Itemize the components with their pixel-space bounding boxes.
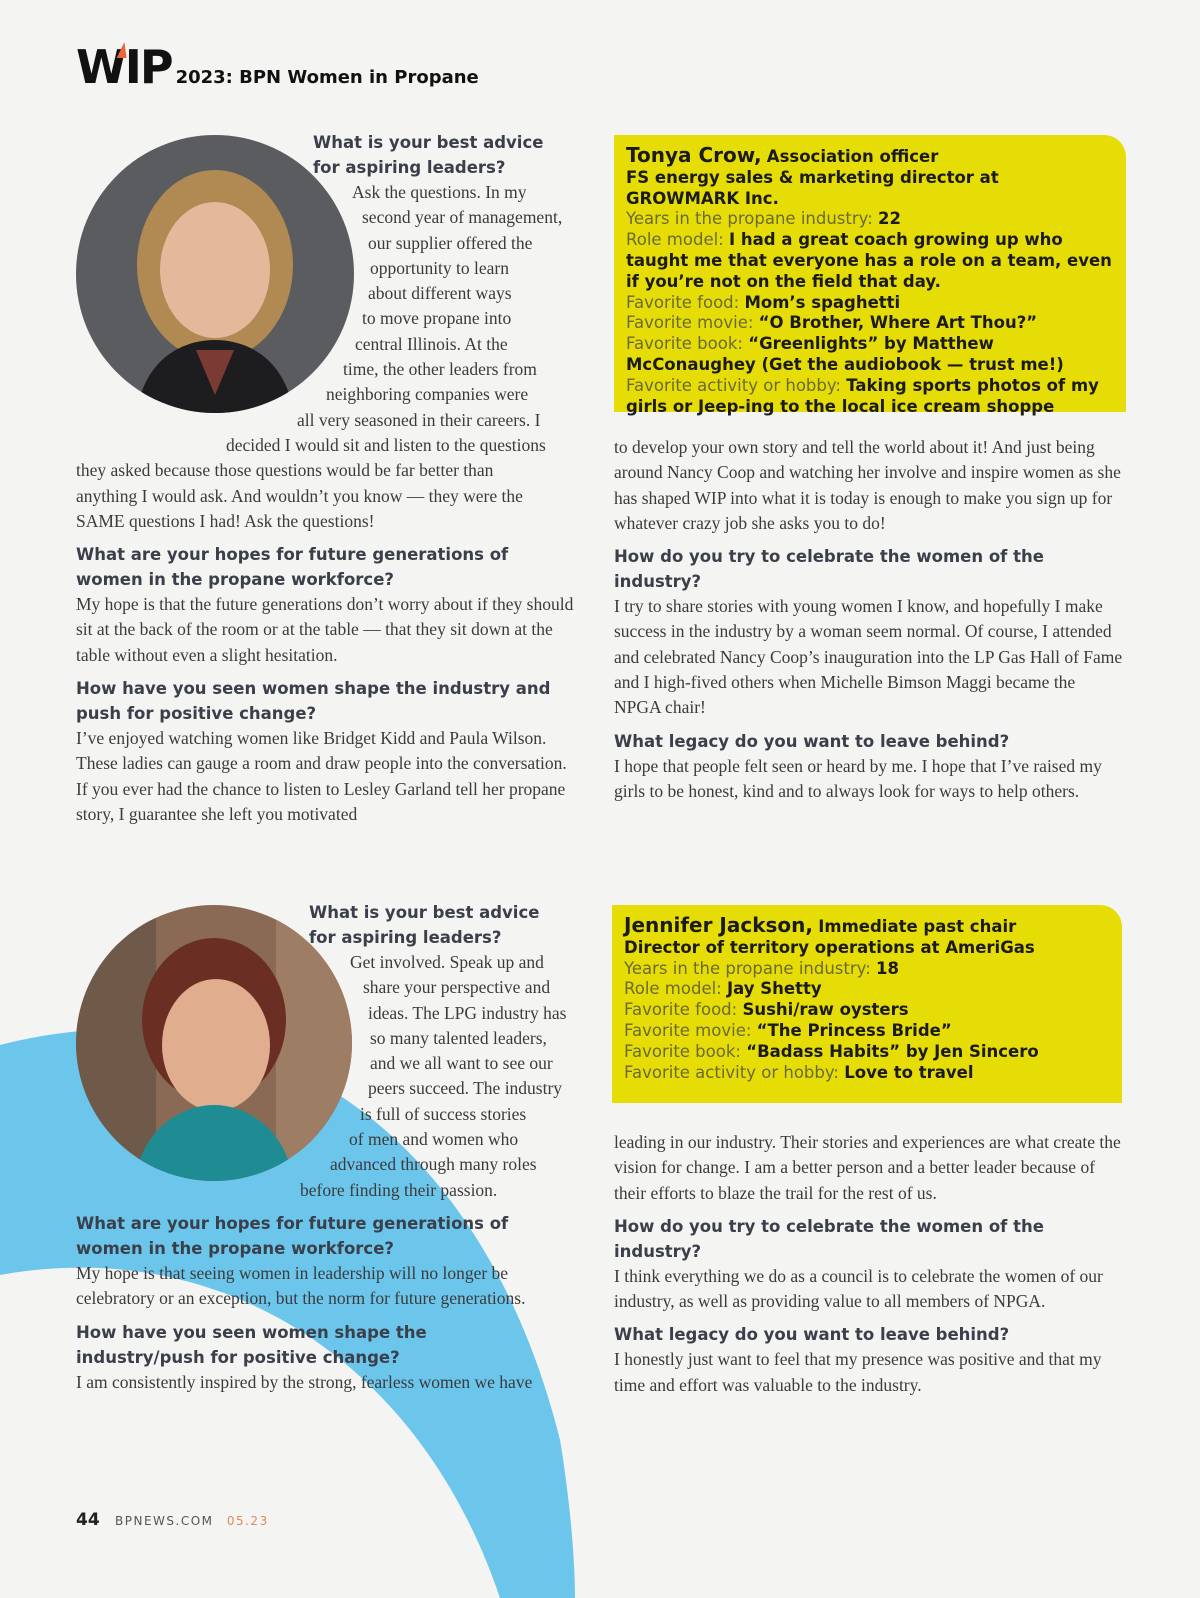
food-label: Favorite food: (624, 1000, 738, 1020)
wip-logo (76, 40, 172, 94)
movie-label: Favorite movie: (626, 313, 754, 333)
book-value: “Badass Habits” by Jen Sincero (746, 1041, 1039, 1061)
profile2-left-column (76, 900, 588, 1395)
header-title: 2023: BPN Women in Propane (175, 67, 479, 88)
food-value: Mom’s spaghetti (744, 292, 901, 312)
profile2-legacy: I honestly just want to feel that my presence was positive and that my time and effort was valuable to the industry. (614, 1349, 1102, 1395)
advice-line: decided I would sit and listen to the questions (226, 434, 546, 455)
food-value: Sushi/raw oysters (742, 1000, 909, 1020)
years-value: 18 (876, 958, 899, 978)
advice-line: share your perspective and (363, 977, 551, 998)
advice-line: SAME questions I had! Ask the questions! (76, 510, 375, 531)
advice-line: about different ways (368, 283, 512, 304)
profile1-q-legacy: What legacy do you want to leave behind? (614, 731, 1010, 751)
hobby-value: Love to travel (844, 1062, 974, 1082)
advice-line: anything I would ask. And wouldn’t you know — they were the (76, 485, 523, 506)
question-text: What is your best advice for aspiring leaders? (313, 133, 544, 177)
profile1-legacy: I hope that people felt seen or heard by me. I hope that I’ve raised my girls to be honest, kind and to always look for ways to help others. (614, 755, 1102, 801)
advice-line: to move propane into (362, 308, 512, 329)
profile1-q-advice (76, 130, 563, 180)
movie-value: “The Princess Bride” (756, 1020, 952, 1040)
profile1-info-box (614, 135, 1126, 416)
food-label: Favorite food: (626, 292, 740, 312)
profile1-shape-continued: to develop your own story and tell the world about it! And just being around Nancy Coop and watching her involve and inspire women as she has shaped WIP into what it is today is enough to make you sign up for whatever crazy job she asks you to do! (614, 437, 1121, 533)
profile2-q-advice (76, 900, 559, 950)
profile1-q-hopes: What are your hopes for future generations of women in the propane workforce? (76, 545, 509, 590)
advice-line: central Illinois. At the (355, 333, 508, 354)
profile2-title: Director of territory operations at AmeriGas (624, 937, 1035, 957)
profile1-role: Association officer (766, 147, 939, 166)
page-header (76, 40, 479, 94)
advice-line: Ask the questions. In my (352, 182, 527, 202)
advice-line: Get involved. Speak up and (350, 952, 544, 972)
book-label: Favorite book: (624, 1041, 741, 1061)
profile1-name: Tonya Crow, (626, 143, 762, 167)
profile1-right-column (614, 435, 1124, 804)
movie-value: “O Brother, Where Art Thou?” (758, 313, 1038, 333)
years-label: Years in the propane industry: (626, 209, 873, 229)
advice-line: time, the other leaders from (343, 359, 537, 380)
profile2-name: Jennifer Jackson, (624, 913, 814, 937)
role-model-value: Jay Shetty (727, 979, 822, 999)
logo-text: WIP (76, 40, 172, 94)
profile2-q-shape: How have you seen women shape the industry/push for positive change? (76, 1322, 427, 1367)
advice-line: so many talented leaders, (370, 1027, 547, 1048)
profile1-celebrate: I try to share stories with young women I know, and hopefully I make success in the industry by a woman seem normal. Of course, I attended and celebrated Nancy Coop’s inauguration into the LP Gas Hall of Fame and I high-fived others when Michelle Bimson Maggi became the NPGA chair! (614, 596, 1123, 718)
profile2-q-celebrate: How do you try to celebrate the women of the industry? (614, 1216, 1044, 1261)
advice-line: second year of management, (362, 207, 563, 228)
advice-line: ideas. The LPG industry has (368, 1002, 567, 1023)
book-value: “Greenlights” by Matthew McConaughey (Get the audiobook — trust me!) (626, 334, 1064, 374)
footer-date: 05.23 (226, 1514, 269, 1528)
advice-line: advanced through many roles (330, 1154, 537, 1175)
profile2-advice (76, 950, 588, 1203)
advice-line: opportunity to learn (370, 257, 510, 278)
profile2-shape-continued: leading in our industry. Their stories and experiences are what create the vision for change. I am a better person and a better leader because of their efforts to blaze the trail for the rest of us. (614, 1132, 1121, 1203)
movie-label: Favorite movie: (624, 1020, 752, 1040)
profile2-right-column (614, 1130, 1124, 1398)
advice-line: of men and women who (349, 1129, 519, 1150)
advice-line: peers succeed. The industry (368, 1078, 563, 1099)
advice-line: before finding their passion. (300, 1179, 498, 1200)
role-model-label: Role model: (626, 230, 724, 250)
profile2-q-legacy: What legacy do you want to leave behind? (614, 1325, 1010, 1345)
advice-line: and we all want to see our (370, 1053, 553, 1074)
profile1-title: FS energy sales & marketing director at GROWMARK Inc. (626, 167, 999, 208)
profile2-q-hopes: What are your hopes for future generations of women in the propane workforce? (76, 1213, 509, 1258)
profile2-info-box (612, 905, 1122, 1103)
profile1-shape: I’ve enjoyed watching women like Bridget Kidd and Paula Wilson. These ladies can gauge a room and draw people into the conversation. If you ever had the chance to listen to Lesley Garland tell her propane story, I guarantee she left you motivated (76, 728, 567, 824)
footer-site[interactable]: BPNEWS.COM (115, 1514, 214, 1528)
advice-line: all very seasoned in their careers. I (297, 409, 541, 430)
years-label: Years in the propane industry: (624, 958, 871, 978)
advice-line: is full of success stories (360, 1103, 527, 1124)
profile1-q-celebrate: How do you try to celebrate the women of the industry? (614, 547, 1044, 592)
profile1-advice (76, 180, 588, 534)
page-number: 44 (76, 1510, 100, 1530)
book-label: Favorite book: (626, 334, 743, 354)
hobby-value: Taking sports photos of my girls or Jeep-ing to the local ice cream shoppe (626, 375, 1099, 416)
profile2-shape: I am consistently inspired by the strong, fearless women we have (76, 1371, 533, 1392)
profile2-celebrate: I think everything we do as a council is to celebrate the women of our industry, as well as providing value to all members of NPGA. (614, 1265, 1103, 1312)
profile1-left-column (76, 130, 588, 827)
profile2-role: Immediate past chair (818, 917, 1017, 936)
question-text: What is your best advice for aspiring leaders? (309, 903, 540, 947)
advice-line: neighboring companies were (326, 384, 529, 405)
hobby-label: Favorite activity or hobby: (624, 1062, 839, 1082)
years-value: 22 (878, 209, 901, 229)
advice-line: they asked because those questions would be far better than (76, 460, 494, 481)
profile1-hopes: My hope is that the future generations don’t worry about if they should sit at the back of the room or at the table — that they sit down at the table without even a slight hesitation. (76, 594, 574, 665)
hobby-label: Favorite activity or hobby: (626, 375, 841, 395)
page-footer (76, 1510, 269, 1530)
profile1-q-shape: How have you seen women shape the industry and push for positive change? (76, 679, 551, 724)
role-model-value: I had a great coach growing up who taught me that everyone has a role on a team, even if you’re not on the field that day. (626, 230, 1112, 291)
advice-line: our supplier offered the (368, 232, 533, 253)
role-model-label: Role model: (624, 979, 722, 999)
profile2-hopes: My hope is that seeing women in leadership will no longer be celebratory or an exception, but the norm for future generations. (76, 1262, 526, 1309)
